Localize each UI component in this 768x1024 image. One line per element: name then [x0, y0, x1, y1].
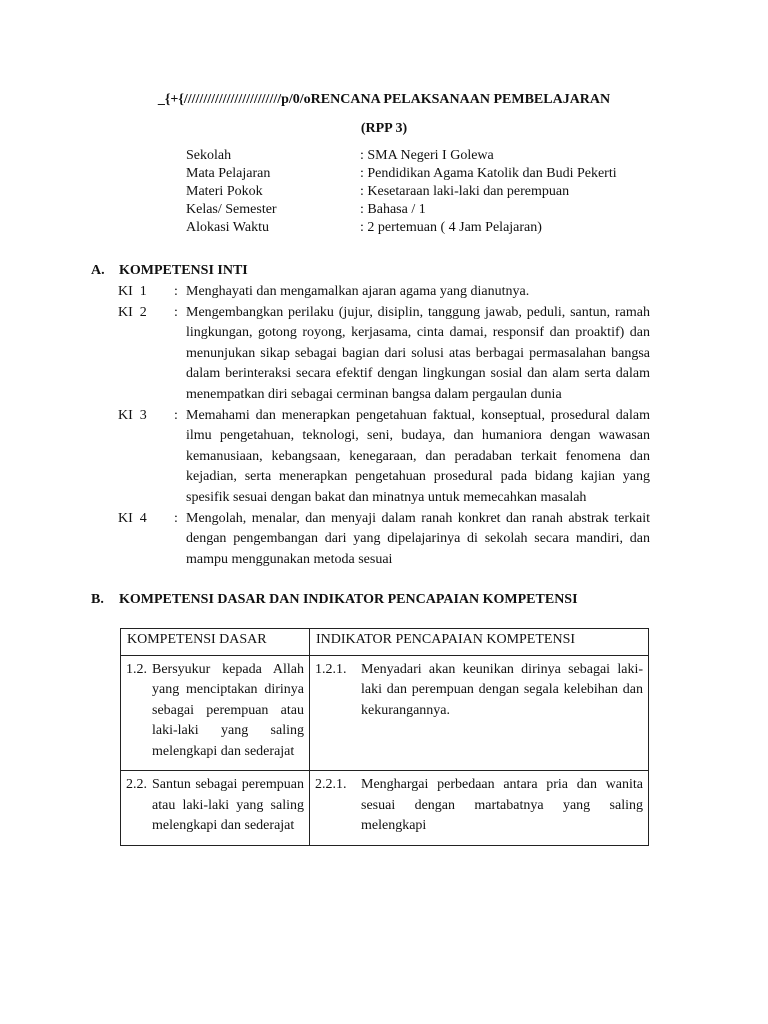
ki-item: [118, 282, 650, 303]
ki-item: [118, 509, 650, 571]
section-a-heading: [91, 263, 248, 279]
info-value: : Kesetaraan laki-laki dan perempuan: [360, 184, 570, 199]
info-value: : Bahasa / 1: [360, 202, 426, 217]
info-row: [186, 219, 617, 237]
ki-list: [118, 282, 650, 570]
table-row: [121, 655, 649, 771]
column-header: KOMPETENSI DASAR: [121, 629, 310, 656]
info-label: Mata Pelajaran: [186, 166, 271, 181]
indicator-number: 2.2.1.: [315, 777, 347, 792]
ki-code: KI 3: [118, 407, 147, 423]
info-label: Sekolah: [186, 148, 232, 163]
info-value: : 2 pertemuan ( 4 Jam Pelajaran): [360, 220, 542, 235]
indicator-cell: [310, 655, 649, 771]
kd-number: 2.2.: [126, 777, 147, 792]
ki-code: KI 1: [118, 284, 147, 299]
ki-text: Mengolah, menalar, dan menyaji dalam ranah konkret dan ranah abstrak terkait dengan pengembangan dari yang dipelajarinya di sekolah secara mandiri, dan mampu menggunakan metoda sesuai: [186, 510, 650, 567]
kd-text: Santun sebagai perempuan atau laki-laki yang saling melengkapi dan sederajat: [152, 777, 304, 833]
indicator-cell: [310, 771, 649, 846]
section-title: KOMPETENSI DASAR DAN INDIKATOR PENCAPAIAN KOMPETENSI: [119, 592, 578, 607]
kd-number: 1.2.: [126, 661, 147, 677]
section-b-heading: [91, 592, 578, 608]
info-row: [186, 165, 617, 183]
info-row: [186, 201, 617, 219]
kd-cell: [121, 655, 310, 771]
info-row: [186, 147, 617, 165]
ki-item: [118, 303, 650, 406]
table-row: [121, 771, 649, 846]
info-value: : SMA Negeri I Golewa: [360, 148, 494, 163]
ki-colon: :: [174, 510, 178, 526]
ki-text: Mengembangkan perilaku (jujur, disiplin, tanggung jawab, peduli, santun, ramah lingkungan, gotong royong, kerjasama, cinta damai, responsif dan proaktif) dan menunjukan sikap sebagai bagian dari solusi atas berbagai permasalahan bangsa dalam berinteraksi secara efektif dengan lingkungan sosial dan alam serta dalam menempatkan diri sebagai cerminan bangsa dalam pergaulan dunia: [186, 304, 650, 402]
kd-text: Bersyukur kepada Allah yang menciptakan dirinya sebagai perempuan atau laki-laki yang saling melengkapi dan sederajat: [152, 661, 304, 759]
table-header-row: [121, 629, 649, 656]
ki-code: KI 4: [118, 510, 147, 526]
info-label: Alokasi Waktu: [186, 220, 269, 235]
section-number: A.: [91, 263, 105, 278]
info-label: Kelas/ Semester: [186, 202, 277, 217]
identity-block: [186, 147, 617, 237]
ki-colon: :: [174, 284, 178, 299]
ki-code: KI 2: [118, 304, 147, 320]
indicator-text: Menghargai perbedaan antara pria dan wanita sesuai dengan martabatnya yang saling melengkapi: [361, 777, 643, 833]
indicator-text: Menyadari akan keunikan dirinya sebagai laki-laki dan perempuan dengan segala kelebihan dan kekurangannya.: [361, 661, 643, 718]
ki-text: Memahami dan menerapkan pengetahuan faktual, konseptual, prosedural dalam ilmu pengetahuan, teknologi, seni, budaya, dan humaniora dengan wawasan kemanusiaan, kebangsaan, kenegaraan, dan peradaban terkait fenomena dan kejadian, serta menerapkan pengetahuan prosedural pada bidang kajian yang spesifik sesuai dengan bakat dan minatnya untuk memecahkan masalah: [186, 407, 650, 505]
document-title: _{+{/////////////////////////p/0/oRENCANA PELAKSANAAN PEMBELAJARAN: [157, 92, 611, 107]
section-title: KOMPETENSI INTI: [119, 263, 248, 278]
info-value: : Pendidikan Agama Katolik dan Budi Pekerti: [360, 166, 617, 181]
info-label: Materi Pokok: [186, 184, 263, 199]
section-number: B.: [91, 592, 104, 607]
ki-colon: :: [174, 304, 178, 320]
column-header: INDIKATOR PENCAPAIAN KOMPETENSI: [310, 629, 649, 656]
ki-item: [118, 406, 650, 509]
competency-table: [120, 628, 649, 846]
kd-cell: [121, 771, 310, 846]
ki-text: Menghayati dan mengamalkan ajaran agama yang dianutnya.: [186, 284, 530, 299]
document-subtitle: (RPP 3): [360, 121, 408, 136]
indicator-number: 1.2.1.: [315, 661, 347, 677]
info-row: [186, 183, 617, 201]
ki-colon: :: [174, 407, 178, 423]
